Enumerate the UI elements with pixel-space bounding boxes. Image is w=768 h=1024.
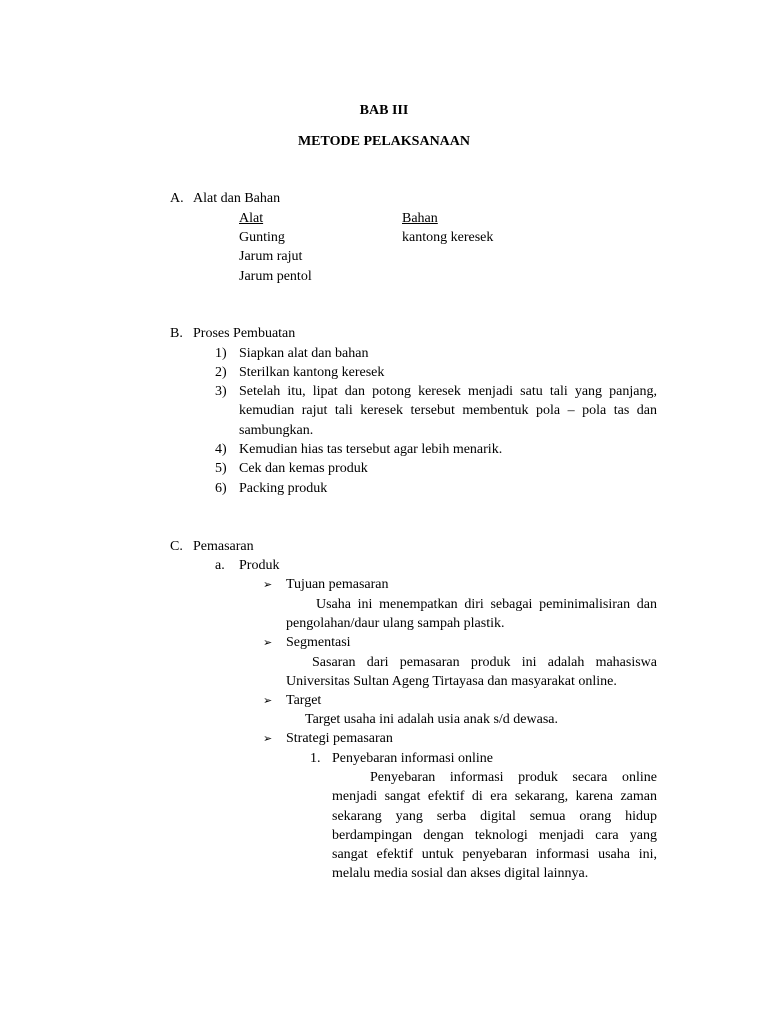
subsection-heading: Produk	[239, 558, 280, 573]
strategy-number: 1.	[310, 751, 321, 766]
bullet-paragraph: Usaha ini menempatkan diri sebagai peminimalisiran dan pengolahan/daur ulang sampah plastik.	[286, 597, 657, 632]
step-text: Setelah itu, lipat dan potong keresek menjadi satu tali yang panjang, kemudian rajut tali keresek tersebut membentuk pola – pola tas dan sambungkan.	[239, 384, 657, 438]
bullet-label: Target	[286, 693, 322, 708]
step-text: Packing produk	[239, 481, 328, 496]
step-number: 3)	[215, 384, 227, 399]
step-number: 2)	[215, 365, 227, 380]
section-c-marker: C.	[170, 539, 183, 554]
step-text: Cek dan kemas produk	[239, 461, 368, 476]
step-text: Sterilkan kantong keresek	[239, 365, 385, 380]
bullet-paragraph: Sasaran dari pemasaran produk ini adalah mahasiswa Universitas Sultan Ageng Tirtayasa dan masyarakat online.	[286, 655, 657, 690]
chapter-heading: BAB III	[359, 103, 409, 118]
bullet-label: Segmentasi	[286, 635, 351, 650]
section-b-marker: B.	[170, 326, 183, 341]
bahan-item: kantong keresek	[402, 230, 494, 245]
section-a-marker: A.	[170, 191, 184, 206]
arrow-bullet-icon: ➢	[263, 733, 273, 745]
strategy-label: Penyebaran informasi online	[332, 751, 493, 766]
step-number: 4)	[215, 442, 227, 457]
step-number: 1)	[215, 346, 227, 361]
step-text: Siapkan alat dan bahan	[239, 346, 369, 361]
alat-column-header: Alat	[239, 211, 264, 226]
bahan-column-header: Bahan	[402, 211, 438, 226]
alat-item: Jarum rajut	[239, 249, 303, 264]
arrow-bullet-icon: ➢	[263, 579, 273, 591]
step-number: 6)	[215, 481, 227, 496]
arrow-bullet-icon: ➢	[263, 637, 273, 649]
step-number: 5)	[215, 461, 227, 476]
section-b-heading: Proses Pembuatan	[193, 326, 296, 341]
alat-item: Jarum pentol	[239, 269, 312, 284]
step-text: Kemudian hias tas tersebut agar lebih menarik.	[239, 442, 503, 457]
arrow-bullet-icon: ➢	[263, 695, 273, 707]
subsection-marker: a.	[215, 558, 225, 573]
section-a-heading: Alat dan Bahan	[193, 191, 281, 206]
alat-item: Gunting	[239, 230, 285, 245]
bullet-label: Strategi pemasaran	[286, 731, 393, 746]
strategy-paragraph: Penyebaran informasi produk secara online menjadi sangat efektif di era sekarang, karena zaman sekarang yang serba digital semua orang hidup berdampingan dengan teknologi menjadi cara yang sangat efektif untuk penyebaran informasi usaha ini, melalu media sosial dan akses digital lainnya.	[332, 770, 657, 882]
bullet-paragraph: Target usaha ini adalah usia anak s/d dewasa.	[305, 712, 559, 727]
bullet-label: Tujuan pemasaran	[286, 577, 389, 592]
page-title: METODE PELAKSANAAN	[297, 134, 471, 149]
section-c-heading: Pemasaran	[193, 539, 254, 554]
